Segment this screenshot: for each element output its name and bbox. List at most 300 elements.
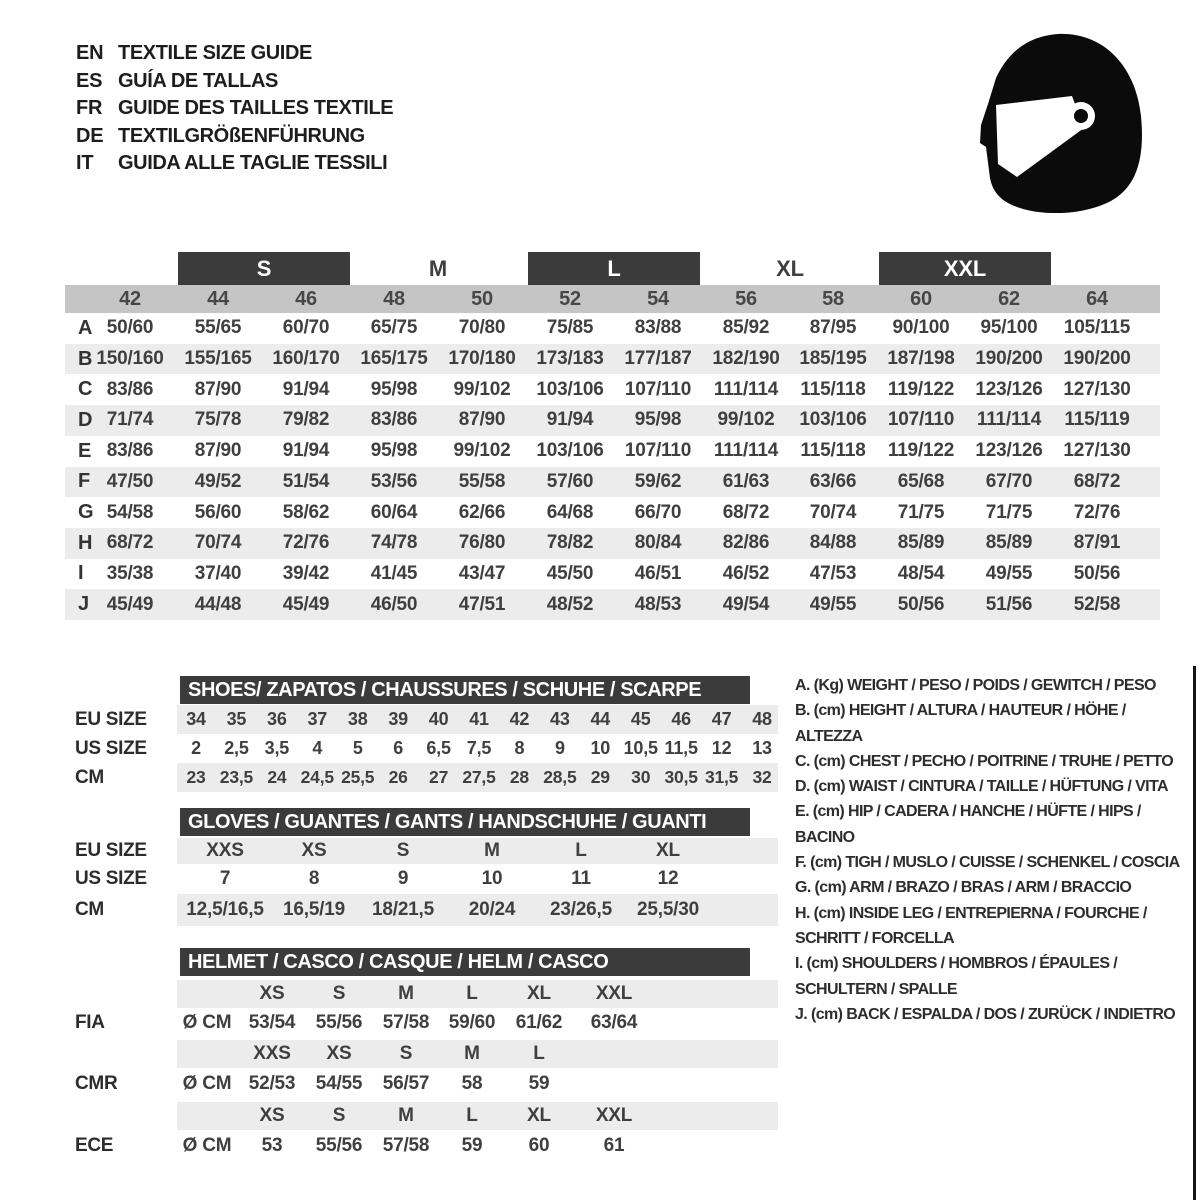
size-value-cell: 127/130	[1063, 440, 1131, 462]
measurement-row	[65, 467, 1160, 498]
size-value-cell: 46/51	[634, 562, 682, 584]
helmet-size-header: L	[533, 1043, 545, 1064]
measurement-row-label: G	[78, 501, 94, 524]
helmet-value-cell: 53/54	[248, 1012, 296, 1033]
size-column-header: 48	[383, 288, 405, 310]
shoes-us-cell: 3,5	[264, 738, 290, 758]
language-title: GUÍA DE TALLAS	[118, 69, 278, 92]
helmet-section-title: HELMET / CASCO / CASQUE / HELM / CASCO	[180, 948, 750, 976]
shoes-us-cell: 6,5	[426, 738, 451, 758]
size-value-cell: 182/190	[712, 348, 780, 370]
size-value-cell: 66/70	[634, 501, 682, 523]
size-value-cell: 71/75	[897, 501, 945, 523]
shoes-us-cell: 2,5	[224, 738, 249, 758]
size-value-cell: 107/110	[624, 440, 692, 462]
size-column-header: 42	[119, 288, 141, 310]
language-row	[76, 95, 393, 123]
size-value-cell: 83/86	[106, 440, 154, 462]
size-value-cell: 49/54	[722, 593, 770, 615]
helmet-size-header: S	[332, 1105, 346, 1126]
measurement-row	[65, 374, 1160, 405]
size-column-header: 64	[1086, 288, 1108, 310]
gloves-section-title: GLOVES / GUANTES / GANTS / HANDSCHUHE / GUANTI	[180, 808, 750, 836]
size-value-cell: 49/55	[809, 593, 857, 615]
size-value-cell: 90/100	[892, 317, 950, 339]
gloves-us-cell: 8	[308, 868, 320, 889]
measurement-row	[65, 528, 1160, 559]
gloves-eu-row-label: EU SIZE	[75, 840, 147, 861]
size-value-cell: 70/74	[194, 532, 242, 554]
gloves-eu-cell: XXS	[206, 840, 244, 861]
gloves-us-cell: 9	[397, 868, 409, 889]
helmet-value-cell: 56/57	[382, 1073, 430, 1094]
size-value-cell: 115/118	[800, 378, 866, 400]
size-value-cell: 103/106	[799, 409, 867, 431]
size-value-cell: 50/60	[106, 317, 154, 339]
size-value-cell: 56/60	[194, 501, 242, 523]
size-value-cell: 155/165	[184, 348, 252, 370]
size-value-cell: 43/47	[458, 562, 506, 584]
size-value-cell: 48/53	[634, 593, 682, 615]
size-value-cell: 50/56	[1073, 562, 1121, 584]
helmet-size-header: XS	[259, 1105, 285, 1126]
helmet-value-cell: 63/64	[590, 1012, 638, 1033]
size-value-cell: 70/80	[458, 317, 506, 339]
size-value-cell: 170/180	[448, 348, 516, 370]
shoes-cm-cell: 27,5	[462, 767, 496, 787]
shoes-cm-cell: 29	[590, 767, 610, 787]
shoes-us-row-label: US SIZE	[75, 737, 147, 759]
size-value-cell: 71/75	[985, 501, 1033, 523]
shoes-cm-cell: 23,5	[219, 767, 254, 787]
size-value-cell: 64/68	[546, 501, 594, 523]
language-title: TEXTILE SIZE GUIDE	[118, 42, 312, 65]
size-value-cell: 84/88	[809, 532, 857, 554]
numeric-size-band	[65, 285, 1160, 313]
size-value-cell: 47/53	[809, 562, 857, 584]
size-group-box: S	[178, 252, 350, 285]
shoes-cm-cell: 32	[752, 767, 772, 787]
measurement-legend	[795, 673, 1193, 1027]
helmet-unit-label: Ø CM	[182, 1073, 232, 1094]
language-title: TEXTILGRÖßENFÜHRUNG	[118, 124, 365, 147]
size-value-cell: 68/72	[1073, 470, 1121, 492]
shoes-us-cell: 13	[752, 738, 772, 758]
size-value-cell: 61/63	[722, 470, 770, 492]
shoes-eu-cell: 47	[711, 709, 732, 729]
size-value-cell: 177/187	[624, 348, 692, 370]
size-column-header: 60	[910, 288, 932, 310]
size-value-cell: 37/40	[194, 562, 242, 584]
size-value-cell: 55/58	[458, 470, 506, 492]
helmet-unit-label: Ø CM	[182, 1012, 232, 1033]
size-column-header: 62	[998, 288, 1020, 310]
size-value-cell: 190/200	[1063, 348, 1131, 370]
size-value-cell: 46/52	[722, 562, 770, 584]
size-value-cell: 82/86	[722, 532, 770, 554]
helmet-value-cell: 59	[528, 1073, 550, 1094]
size-value-cell: 71/74	[106, 409, 154, 431]
size-value-cell: 78/82	[546, 532, 594, 554]
size-group-box: XXL	[879, 252, 1051, 285]
helmet-value-cell: 54/55	[315, 1073, 363, 1094]
helmet-value-cell: 53	[261, 1135, 283, 1156]
legend-entry: H. (cm) INSIDE LEG / ENTREPIERNA / FOURCHE / SCHRITT / FORCELLA	[795, 904, 1147, 947]
size-value-cell: 87/90	[458, 409, 506, 431]
size-value-cell: 67/70	[985, 470, 1033, 492]
size-value-cell: 95/100	[980, 317, 1038, 339]
gloves-eu-cell: S	[396, 840, 410, 861]
gloves-eu-cell: L	[575, 840, 587, 861]
size-value-cell: 127/130	[1063, 378, 1131, 400]
size-value-cell: 70/74	[809, 501, 857, 523]
shoes-cm-row-label: CM	[75, 766, 104, 788]
size-value-cell: 72/76	[1073, 501, 1121, 523]
size-value-cell: 44/48	[194, 593, 242, 615]
shoes-us-cell: 8	[514, 738, 525, 758]
helmet-value-cell: 61	[603, 1135, 625, 1156]
measurement-row-label: F	[78, 470, 91, 493]
shoes-eu-row-label: EU SIZE	[75, 708, 147, 730]
size-value-cell: 62/66	[458, 501, 506, 523]
gloves-eu-cell: XL	[656, 840, 680, 861]
size-value-cell: 85/92	[722, 317, 770, 339]
size-value-cell: 54/58	[106, 501, 154, 523]
shoes-cm-cell: 23	[186, 767, 206, 787]
size-group-box: L	[528, 252, 700, 285]
measurement-row	[65, 313, 1160, 344]
size-value-cell: 75/85	[546, 317, 594, 339]
gloves-cm-cell: 18/21,5	[372, 899, 434, 920]
helmet-size-header: M	[464, 1043, 480, 1064]
language-code: IT	[76, 152, 94, 175]
measurement-row-label: J	[78, 593, 89, 616]
shoes-us-cell: 4	[312, 738, 323, 758]
size-value-cell: 103/106	[536, 440, 604, 462]
measurement-row-label: C	[78, 378, 93, 401]
shoes-eu-cell: 35	[226, 709, 247, 729]
helmet-value-cell: 57/58	[382, 1135, 430, 1156]
gloves-us-cell: 12	[657, 868, 679, 889]
shoes-eu-cell: 41	[469, 709, 489, 729]
shoes-cm-cell: 28,5	[543, 767, 577, 787]
size-value-cell: 74/78	[370, 532, 418, 554]
gloves-cm-cell: 25,5/30	[637, 899, 699, 920]
shoes-us-cell: 6	[393, 738, 404, 758]
size-value-cell: 99/102	[453, 378, 511, 400]
size-value-cell: 115/119	[1064, 409, 1130, 431]
measurement-row-label: E	[78, 439, 92, 462]
shoes-eu-cell: 38	[347, 709, 368, 729]
helmet-standard-label: CMR	[75, 1073, 118, 1094]
helmet-size-header: XL	[527, 983, 551, 1004]
shoes-eu-cell: 40	[428, 709, 449, 729]
shoes-eu-cell: 37	[307, 709, 328, 729]
size-value-cell: 53/56	[370, 470, 418, 492]
helmet-size-header: L	[466, 983, 478, 1004]
helmet-value-cell: 57/58	[382, 1012, 430, 1033]
size-value-cell: 83/88	[634, 317, 682, 339]
size-value-cell: 99/102	[453, 440, 511, 462]
size-value-cell: 48/54	[897, 562, 945, 584]
size-value-cell: 47/51	[458, 593, 506, 615]
size-value-cell: 85/89	[985, 532, 1033, 554]
measurement-row	[65, 497, 1160, 528]
shoes-eu-cell: 34	[186, 709, 206, 729]
shoes-cm-cell: 30	[631, 767, 651, 787]
helmet-size-header: M	[398, 1105, 414, 1126]
shoes-us-cell: 12	[711, 738, 732, 758]
size-value-cell: 91/94	[282, 378, 330, 400]
language-row	[76, 40, 393, 68]
measurement-row-label: I	[78, 562, 84, 585]
helmet-size-header: XXL	[595, 1105, 633, 1126]
language-row	[76, 68, 393, 96]
size-value-cell: 63/66	[809, 470, 857, 492]
size-value-cell: 55/65	[194, 317, 242, 339]
shoes-us-cell: 5	[352, 738, 363, 758]
gloves-cm-row-label: CM	[75, 899, 104, 920]
size-value-cell: 47/50	[106, 470, 154, 492]
size-value-cell: 85/89	[897, 532, 945, 554]
size-value-cell: 46/50	[370, 593, 418, 615]
size-value-cell: 190/200	[975, 348, 1043, 370]
shoes-eu-cell: 36	[267, 709, 287, 729]
shoes-cm-cell: 24,5	[300, 767, 334, 787]
helmet-size-header: XXS	[253, 1043, 291, 1064]
measurement-row-label: A	[78, 316, 93, 339]
size-value-cell: 35/38	[106, 562, 154, 584]
measurement-row-label: D	[78, 408, 93, 431]
size-value-cell: 80/84	[634, 532, 682, 554]
size-value-cell: 87/91	[1073, 532, 1121, 554]
size-value-cell: 107/110	[624, 378, 692, 400]
gloves-us-row-label: US SIZE	[75, 868, 147, 889]
language-code: DE	[76, 124, 104, 147]
language-code: FR	[76, 97, 103, 120]
helmet-size-header: XXL	[595, 983, 633, 1004]
size-value-cell: 111/114	[713, 378, 779, 400]
gloves-us-cell: 11	[571, 868, 591, 889]
shoes-cm-cell: 31,5	[704, 767, 739, 787]
measurement-row	[65, 589, 1160, 620]
helmet-value-cell: 55/56	[315, 1012, 363, 1033]
shoes-cm-cell: 26	[388, 767, 408, 787]
size-value-cell: 83/86	[106, 378, 154, 400]
measurement-row	[65, 344, 1160, 375]
size-value-cell: 52/58	[1073, 593, 1121, 615]
size-value-cell: 60/64	[370, 501, 418, 523]
size-value-cell: 76/80	[458, 532, 506, 554]
size-value-cell: 185/195	[799, 348, 867, 370]
size-value-cell: 91/94	[282, 440, 330, 462]
size-value-cell: 105/115	[1063, 317, 1131, 339]
size-value-cell: 123/126	[975, 440, 1043, 462]
size-column-header: 54	[647, 288, 669, 310]
helmet-size-header: S	[332, 983, 346, 1004]
size-value-cell: 48/52	[546, 593, 594, 615]
size-value-cell: 65/68	[897, 470, 945, 492]
legend-entry: I. (cm) SHOULDERS / HOMBROS / ÉPAULES / SCHULTERN / SPALLE	[795, 955, 1118, 998]
size-value-cell: 187/198	[887, 348, 955, 370]
gloves-cm-cell: 23/26,5	[550, 899, 612, 920]
size-column-header: 58	[822, 288, 844, 310]
measurement-row	[65, 405, 1160, 436]
size-value-cell: 107/110	[887, 409, 955, 431]
shoes-us-cell: 10	[590, 738, 611, 758]
size-value-cell: 57/60	[546, 470, 594, 492]
size-value-cell: 91/94	[546, 409, 594, 431]
helmet-value-cell: 59/60	[448, 1012, 496, 1033]
language-row	[76, 123, 393, 151]
shoes-eu-cell: 48	[752, 709, 772, 729]
size-value-cell: 115/118	[800, 440, 866, 462]
size-value-cell: 111/114	[976, 409, 1042, 431]
shoes-cm-cell: 30,5	[664, 767, 698, 787]
shoes-us-cell: 10,5	[623, 738, 658, 758]
shoes-eu-cell: 42	[509, 709, 530, 729]
size-value-cell: 103/106	[536, 378, 604, 400]
legend-entry: F. (cm) TIGH / MUSLO / CUISSE / SCHENKEL / COSCIA	[795, 854, 1180, 872]
helmet-value-cell: 52/53	[248, 1073, 296, 1094]
legend-entry: B. (cm) HEIGHT / ALTURA / HAUTEUR / HÖHE / ALTEZZA	[795, 702, 1126, 745]
helmet-size-header: L	[466, 1105, 478, 1126]
shoes-us-cell: 2	[191, 738, 201, 758]
size-value-cell: 87/90	[194, 378, 242, 400]
measurement-row	[65, 559, 1160, 590]
shoes-cm-cell: 28	[509, 767, 529, 787]
language-title: GUIDA ALLE TAGLIE TESSILI	[118, 152, 388, 175]
measurement-row-label: H	[78, 531, 93, 554]
shoes-eu-cell: 39	[388, 709, 408, 729]
helmet-size-header: M	[398, 983, 414, 1004]
racing-helmet-icon	[960, 28, 1150, 213]
size-value-cell: 49/55	[985, 562, 1033, 584]
size-column-header: 50	[471, 288, 493, 310]
size-value-cell: 59/62	[634, 470, 682, 492]
measurement-row-label: B	[78, 347, 93, 370]
size-value-cell: 99/102	[717, 409, 775, 431]
size-column-header: 46	[295, 288, 317, 310]
helmet-standard-label: FIA	[75, 1012, 105, 1033]
size-value-cell: 111/114	[713, 440, 779, 462]
size-value-cell: 39/42	[282, 562, 330, 584]
size-value-cell: 173/183	[536, 348, 604, 370]
helmet-standard-label: ECE	[75, 1135, 114, 1156]
page-edge-line	[1193, 666, 1196, 1200]
textile-size-table	[65, 252, 1160, 624]
shoes-eu-cell: 46	[671, 709, 691, 729]
size-value-cell: 41/45	[370, 562, 418, 584]
legend-entry: A. (Kg) WEIGHT / PESO / POIDS / GEWITCH / PESO	[795, 677, 1156, 694]
size-value-cell: 68/72	[722, 501, 770, 523]
gloves-cm-cell: 16,5/19	[283, 899, 345, 920]
helmet-value-cell: 59	[461, 1135, 483, 1156]
helmet-value-cell: 61/62	[515, 1012, 563, 1033]
legend-entry: D. (cm) WAIST / CINTURA / TAILLE / HÜFTUNG / VITA	[795, 778, 1168, 796]
gloves-us-cell: 10	[481, 868, 503, 889]
language-title: GUIDE DES TAILLES TEXTILE	[118, 97, 394, 120]
size-value-cell: 60/70	[282, 317, 330, 339]
helmet-value-cell: 55/56	[315, 1135, 363, 1156]
size-value-cell: 75/78	[194, 409, 242, 431]
size-group-label: XL	[776, 255, 804, 281]
gloves-us-cell: 7	[219, 868, 231, 889]
legend-entry: E. (cm) HIP / CADERA / HANCHE / HÜFTE / HIPS / BACINO	[795, 803, 1141, 846]
size-value-cell: 79/82	[282, 409, 330, 431]
helmet-size-header: XL	[527, 1105, 551, 1126]
helmet-unit-label: Ø CM	[182, 1135, 232, 1156]
shoes-cm-cell: 24	[267, 767, 287, 787]
legend-entry: J. (cm) BACK / ESPALDA / DOS / ZURÜCK / INDIETRO	[795, 1005, 1176, 1023]
shoes-section-title: SHOES/ ZAPATOS / CHAUSSURES / SCHUHE / SCARPE	[180, 676, 750, 704]
size-value-cell: 51/54	[282, 470, 330, 492]
size-value-cell: 119/122	[887, 378, 955, 400]
size-column-header: 56	[735, 288, 757, 310]
size-value-cell: 50/56	[897, 593, 945, 615]
language-title-list	[76, 40, 393, 178]
size-value-cell: 87/90	[194, 440, 242, 462]
shoes-us-cell: 11,5	[664, 738, 698, 758]
size-value-cell: 72/76	[282, 532, 330, 554]
gloves-eu-cell: XS	[301, 840, 327, 861]
helmet-value-cell: 58	[461, 1073, 483, 1094]
visor-pivot-center	[1074, 109, 1088, 123]
gloves-cm-cell: 12,5/16,5	[186, 899, 264, 920]
language-code: ES	[76, 69, 103, 92]
size-value-cell: 95/98	[634, 409, 682, 431]
size-value-cell: 150/160	[96, 348, 164, 370]
legend-entry: G. (cm) ARM / BRAZO / BRAS / ARM / BRACCIO	[795, 879, 1132, 897]
size-value-cell: 51/56	[985, 593, 1033, 615]
size-value-cell: 123/126	[975, 378, 1043, 400]
size-value-cell: 165/175	[360, 348, 428, 370]
legend-entry: C. (cm) CHEST / PECHO / POITRINE / TRUHE / PETTO	[795, 752, 1174, 770]
size-group-label: M	[428, 255, 448, 281]
shoes-us-cell: 7,5	[466, 738, 492, 758]
language-code: EN	[76, 42, 104, 65]
language-row	[76, 150, 393, 178]
size-column-header: 52	[559, 288, 581, 310]
shoes-eu-cell: 44	[590, 709, 611, 729]
size-value-cell: 65/75	[370, 317, 418, 339]
shoes-eu-cell: 43	[550, 709, 570, 729]
measurement-row	[65, 436, 1160, 467]
size-column-header: 44	[207, 288, 229, 310]
size-value-cell: 45/49	[282, 593, 330, 615]
size-value-cell: 68/72	[106, 532, 154, 554]
shoes-cm-cell: 25,5	[341, 767, 375, 787]
size-value-cell: 49/52	[194, 470, 242, 492]
size-value-cell: 83/86	[370, 409, 418, 431]
helmet-size-header: XS	[259, 983, 285, 1004]
size-value-cell: 58/62	[282, 501, 330, 523]
size-value-cell: 87/95	[809, 317, 857, 339]
size-value-cell: 45/49	[106, 593, 154, 615]
gloves-eu-cell: M	[484, 840, 500, 861]
helmet-size-header: S	[399, 1043, 413, 1064]
size-value-cell: 45/50	[546, 562, 594, 584]
shoes-us-cell: 9	[554, 738, 565, 758]
size-value-cell: 95/98	[370, 440, 418, 462]
helmet-size-header: XS	[326, 1043, 352, 1064]
size-value-cell: 119/122	[887, 440, 955, 462]
helmet-value-cell: 60	[528, 1135, 550, 1156]
shoes-cm-cell: 27	[429, 767, 449, 787]
size-value-cell: 160/170	[272, 348, 340, 370]
gloves-cm-cell: 20/24	[468, 899, 516, 920]
size-value-cell: 95/98	[370, 378, 418, 400]
